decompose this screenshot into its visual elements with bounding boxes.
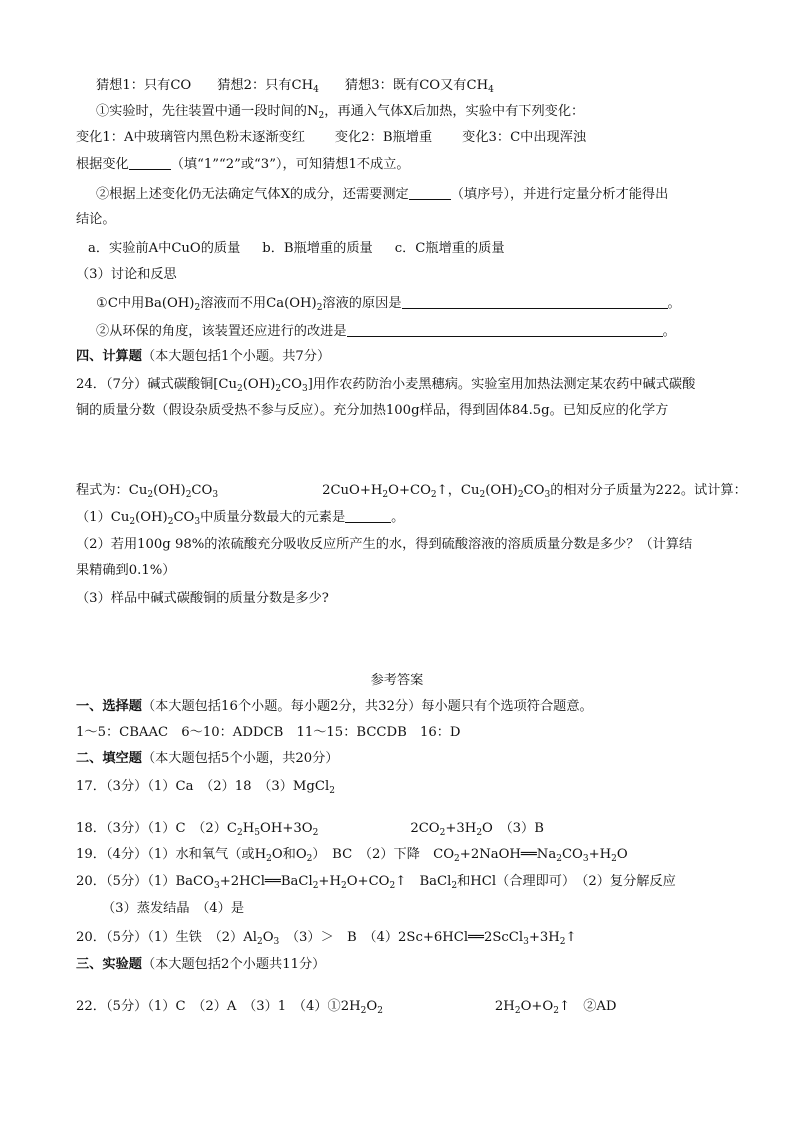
mc-answers: 1～5：CBAAC 6～10：ADDCB 11～15：BCCDB 16：D (76, 725, 461, 740)
answer-20-cont: （3）蒸发结晶 （4）是 (102, 901, 245, 916)
q24-line-1: 24．（7分）碱式碳酸铜$[Cu_2(OH)_2CO_3]$用作农药防治小麦黑穗病。实验室用加热法测定某农药中碱式碳酸 (76, 377, 696, 394)
q24-line-2: 铜的质量分数（假设杂质受热不参与反应）。充分加热100g样品，得到固体84.5g。已知反应的化学方 (76, 403, 669, 418)
changes-line (76, 129, 586, 147)
guess-2: 猜想2：只有$CH_4$ (217, 78, 319, 95)
answer-blank[interactable] (345, 508, 391, 523)
answer-blank[interactable] (402, 294, 668, 309)
change-1: 变化1：A中玻璃管内黑色粉末逐渐变红 (76, 130, 305, 145)
guess-3: 猜想3：既有CO又有$CH_4$ (344, 78, 494, 95)
answer-17: 17．（3分）（1）Ca （2）18 （3）MgCl$_2$ (76, 779, 335, 796)
reflection-2: ②从环保的角度，该装置还应进行的改进是 。 (96, 324, 676, 339)
section-desc: （本大题包括1个小题。共7分） (141, 349, 331, 364)
section-title: 四、计算题 (76, 349, 142, 364)
option-c: c．C瓶增重的质量 (394, 241, 505, 256)
experiment-step-2: ②根据上述变化仍无法确定气体X的成分，还需要测定 （填序号），并进行定量分析才能得出 (96, 187, 669, 202)
q24-sub-1: $(1)Cu_2(OH)_2CO_3$中质量分数最大的元素是 。 (76, 510, 405, 527)
guess-line (96, 77, 494, 95)
answer-blank[interactable] (129, 155, 171, 170)
section-4-heading (76, 348, 330, 366)
q24-sub-2-cont: 果精确到0.1%） (76, 563, 176, 578)
guess-1: 猜想1：只有CO (96, 78, 192, 93)
answer-blank[interactable] (347, 322, 663, 337)
answer-19: 19．（4分）（1）水和氧气（或$H_2O$和$O_2$） BC （2）下降 $CO_2+2NaOH══Na_2CO_3+H_2O$ (76, 847, 628, 864)
answer-21: 20．（5分）（1）生铁 $(2)Al_2O_3$ （3）＞ B $(4)2Sc+6HCl══2ScCl_3+3H_2↑$ (76, 930, 577, 947)
q24-sub-3: （3）样品中碱式碳酸铜的质量分数是多少? (76, 591, 329, 606)
answers-section-2: 二、填空题（本大题包括5个小题，共20分） (76, 751, 339, 766)
option-b: b．B瓶增重的质量 (262, 241, 373, 256)
judge-line: 根据变化 （填“1”“2”或“3”），可知猜想1不成立。 (76, 157, 410, 172)
discussion-heading: （3）讨论和反思 (76, 267, 177, 282)
answers-title: 参考答案 (370, 673, 424, 688)
options-line (88, 240, 505, 258)
answer-blank[interactable] (409, 185, 451, 200)
answers-section-3: 三、实验题（本大题包括2个小题共11分） (76, 957, 326, 972)
q24-equation-line: 程式为：$Cu_2(OH)_2CO_3$ $2CuO+H_2O+CO_2↑$，$Cu_2(OH)_2CO_3$的相对分子质量为222。试计算： (76, 483, 747, 500)
answers-section-1: 一、选择题（本大题包括16个小题。每小题2分，共32分）每小题只有个选项符合题意。 (76, 699, 593, 714)
option-a: a．实验前A中CuO的质量 (88, 241, 241, 256)
answer-22: 22．（5分）（1）C （2）A （3）1 $(4)①2H_2O_2$ $2H_2O+O_2↑$ ②AD (76, 999, 617, 1016)
reflection-1: ①C中用$Ba(OH)_2$溶液而不用$Ca(OH)_2$溶液的原因是 。 (96, 296, 681, 313)
answer-18: 18．（3分）（1）C $(2)C_2H_5OH+3O_2$ $2CO_2+3H_2O$ （3）B (76, 821, 544, 838)
experiment-step-1: ①实验时，先往装置中通一段时间的$N_2$，再通入气体X后加热，实验中有下列变化： (96, 104, 585, 121)
change-3: 变化3：C中出现浑浊 (462, 130, 587, 145)
change-2: 变化2：B瓶增重 (334, 130, 433, 145)
experiment-step-2-cont: 结论。 (76, 212, 116, 227)
answer-20: 20．（5分）$(1)BaCO_3+2HCl══BaCl_2+H_2O+CO_2↑$ BaCl$_2$和HCl（合理即可） （2）复分解反应 (76, 874, 676, 891)
q24-sub-2: （2）若用100g 98%的浓硫酸充分吸收反应所产生的水，得到硫酸溶液的溶质质量分数是多少？（计算结 (76, 537, 693, 552)
